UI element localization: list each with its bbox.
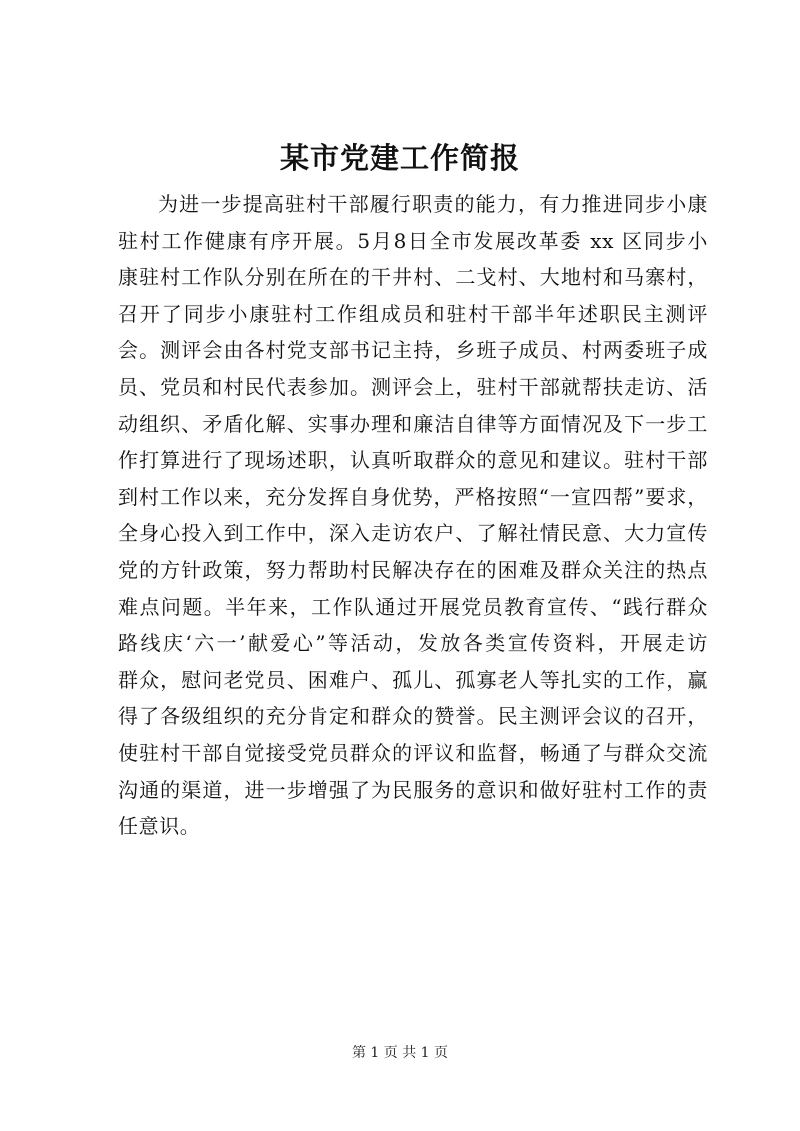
paragraph-line: 全身心投入到工作中，深入走访农户、了解社情民意、大力宣传: [118, 521, 708, 546]
paragraph-line: 任意识。: [118, 814, 201, 839]
paragraph-line: 使驻村干部自觉接受党员群众的评议和监督，畅通了与群众交流: [118, 740, 708, 765]
paragraph-line: 会。测评会由各村党支部书记主持，乡班子成员、村两委班子成: [118, 338, 708, 363]
paragraph-line: 到村工作以来，充分发挥自身优势，严格按照“一宣四帮”要求，: [118, 484, 708, 509]
body-paragraph: [118, 186, 708, 845]
paragraph-line: 召开了同步小康驻村工作组成员和驻村干部半年述职民主测评: [118, 301, 708, 326]
paragraph-line: 路线庆‘六一’献爱心”等活动，发放各类宣传资料，开展走访: [118, 631, 708, 656]
document-title: 某市党建工作简报: [279, 141, 520, 175]
paragraph-line: 为进一步提高驻村干部履行职责的能力，有力推进同步小康: [158, 192, 708, 216]
paragraph-line: 驻村工作健康有序开展。5月8日全市发展改革委 xx 区同步小: [118, 228, 708, 253]
paragraph-line: 群众，慰问老党员、困难户、孤儿、孤寡老人等扎实的工作，赢: [118, 667, 708, 692]
paragraph-line: 沟通的渠道，进一步增强了为民服务的意识和做好驻村工作的责: [118, 777, 708, 802]
paragraph-line: 党的方针政策，努力帮助村民解决存在的困难及群众关注的热点: [118, 557, 708, 582]
paragraph-line: 作打算进行了现场述职，认真听取群众的意见和建议。驻村干部: [118, 448, 708, 473]
paragraph-line: 康驻村工作队分别在所在的干井村、二戈村、大地村和马寨村，: [118, 265, 708, 290]
paragraph-line: 得了各级组织的充分肯定和群众的赞誉。民主测评会议的召开，: [118, 704, 708, 729]
paragraph-line: 难点问题。半年来，工作队通过开展党员教育宣传、“践行群众: [118, 594, 708, 619]
paragraph-line: 动组织、矛盾化解、实事办理和廉洁自律等方面情况及下一步工: [118, 411, 708, 436]
paragraph-line: 员、党员和村民代表参加。测评会上，驻村干部就帮扶走访、活: [118, 374, 708, 399]
page-number-footer: 第 1 页 共 1 页: [351, 1045, 449, 1061]
